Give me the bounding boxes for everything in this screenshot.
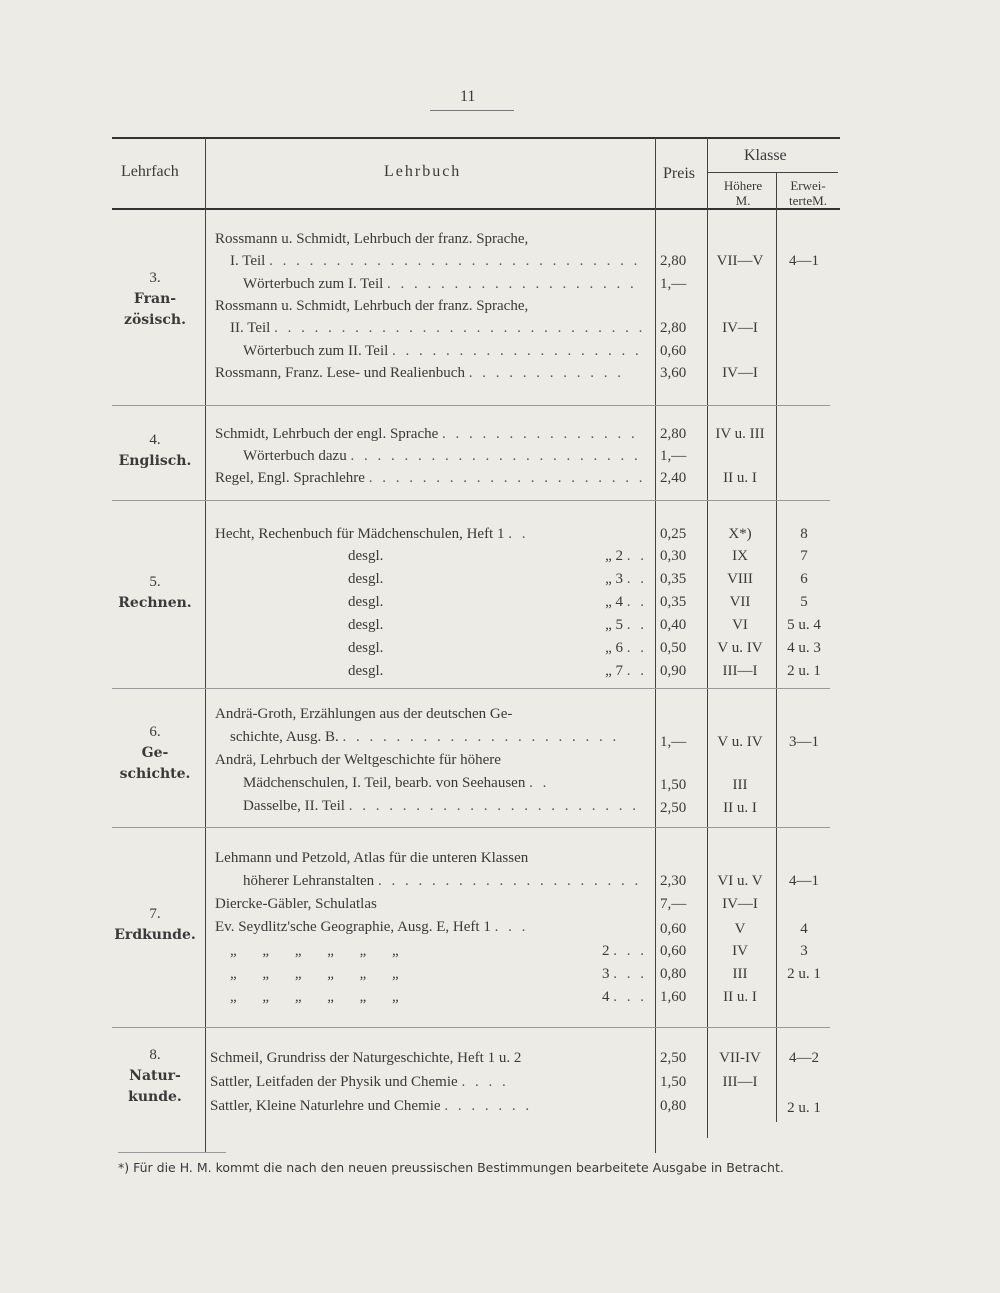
book-entry: Dasselbe, II. Teil . . . . . . . . . . . . . . . . . . . . . . [243,798,639,814]
book-entry: Rossmann u. Schmidt, Lehrbuch der franz. Sprache, [215,298,529,314]
book-entry: „ „ „ „ „ „ 4 . . . [230,989,647,1005]
klasse-hm-cell: II u. I [723,470,757,486]
klasse-hm-cell: X*) [728,526,752,542]
klasse-em-cell: 2 u. 1 [787,966,821,982]
klasse-em-cell: 4—1 [789,253,819,269]
header-bottom-rule [112,208,840,210]
page-number: 11 [460,88,476,105]
klasse-em-cell: 4—2 [789,1050,819,1066]
price-cell: 0,80 [660,1098,687,1114]
price-cell: 2,50 [660,800,687,816]
book-entry: desgl. „ 3 . . [348,571,647,587]
klasse-hm-cell: VI [732,617,748,633]
price-cell: 2,80 [660,253,687,269]
klasse-em-cell: 3 [800,943,808,959]
book-entry: Schmeil, Grundriss der Naturgeschichte, Heft 1 u. 2 [210,1050,522,1066]
klasse-em-cell: 2 u. 1 [787,663,821,679]
book-entry: Regel, Engl. Sprachlehre . . . . . . . . . . . . . . . . . . . . . [215,470,646,486]
klasse-em-cell: 6 [800,571,808,587]
price-cell: 0,35 [660,571,687,587]
klasse-hm-cell: IV [732,943,748,959]
section-divider [112,405,830,406]
price-cell: 1,60 [660,989,687,1005]
subject-erdkunde: 7. Erdkunde. [114,906,196,943]
book-entry: Mädchenschulen, I. Teil, bearb. von Seehausen . . [243,775,550,791]
book-entry: Wörterbuch zum II. Teil . . . . . . . . . . . . . . . . . . . [243,343,642,359]
klasse-hm-cell: IV—I [722,896,758,912]
book-entry: Wörterbuch zum I. Teil . . . . . . . . . . . . . . . . . . . [243,276,637,292]
book-entry: Andrä-Groth, Erzählungen aus der deutschen Ge- [215,706,513,722]
klasse-hm-cell: V [734,921,746,937]
book-entry: Hecht, Rechenbuch für Mädchenschulen, Heft 1 . . [215,526,529,542]
header-lehrbuch: Lehrbuch [384,163,462,180]
book-entry: I. Teil . . . . . . . . . . . . . . . . . . . . . . . . . . . . [230,253,641,269]
price-cell: 2,50 [660,1050,687,1066]
book-entry: schichte, Ausg. B. . . . . . . . . . . . . . . . . . . . . . [230,729,620,745]
footnote: *) Für die H. M. kommt die nach den neuen preussischen Bestimmungen bearbeitete Ausgabe in Betracht. [118,1160,784,1175]
klasse-em-cell: 4—1 [789,873,819,889]
header-lehrfach: Lehrfach [121,163,179,180]
klasse-hm-cell: VII—V [716,253,764,269]
klasse-em-cell: 3—1 [789,734,819,750]
price-cell: 2,30 [660,873,687,889]
book-entry: Wörterbuch dazu . . . . . . . . . . . . . . . . . . . . . . [243,448,641,464]
klasse-sub-rule [708,172,838,173]
header-preis: Preis [663,165,695,182]
klasse-hm-cell: VII [729,594,751,610]
price-cell: 1,50 [660,777,687,793]
price-cell: 3,60 [660,365,687,381]
price-cell: 1,— [660,734,687,750]
price-cell: 0,60 [660,921,687,937]
book-entry: Sattler, Kleine Naturlehre und Chemie . . . . . . . [210,1098,533,1114]
price-cell: 0,50 [660,640,687,656]
header-erweiterte-m: Erwei- terteM. [789,178,827,208]
klasse-hm-cell: II u. I [723,800,757,816]
klasse-hm-cell: VII-IV [719,1050,761,1066]
klasse-em-cell: 8 [800,526,808,542]
subject-naturkunde: 8. Natur- kunde. [128,1047,182,1105]
book-entry: „ „ „ „ „ „ 3 . . . [230,966,647,982]
section-divider [112,500,830,501]
klasse-hm-cell: V u. IV [717,640,763,656]
klasse-hm-cell: VIII [727,571,753,587]
section-divider [112,688,830,689]
subject-geschichte: 6. Ge- schichte. [119,724,191,782]
price-cell: 0,40 [660,617,687,633]
price-cell: 2,40 [660,470,687,486]
book-entry: Andrä, Lehrbuch der Weltgeschichte für höhere [215,752,501,768]
book-entry: desgl. „ 7 . . [348,663,647,679]
klasse-em-cell: 7 [800,548,808,564]
klasse-em-cell: 2 u. 1 [787,1100,821,1116]
subject-englisch: 4. Englisch. [118,432,192,469]
price-cell: 0,60 [660,943,687,959]
subject-franzoesisch: 3. Fran- zösisch. [124,270,186,328]
header-klasse: Klasse [744,147,787,164]
price-cell: 0,80 [660,966,687,982]
footnote-rule [118,1152,226,1153]
klasse-hm-cell: II u. I [723,989,757,1005]
klasse-em-cell: 4 u. 3 [787,640,821,656]
book-entry: Rossmann, Franz. Lese- und Realienbuch . . . . . . . . . . . . [215,365,624,381]
klasse-hm-cell: III—I [722,1074,758,1090]
klasse-hm-cell: V u. IV [717,734,763,750]
book-entry: „ „ „ „ „ „ 2 . . . [230,943,647,959]
book-entry: Lehmann und Petzold, Atlas für die unteren Klassen [215,850,529,866]
price-cell: 1,50 [660,1074,687,1090]
klasse-hm-cell: IV—I [722,320,758,336]
klasse-hm-cell: III [732,966,748,982]
section-divider [112,827,830,828]
book-entry: desgl. „ 5 . . [348,617,647,633]
klasse-hm-cell: III—I [722,663,758,679]
klasse-hm-cell: IV u. III [715,426,765,442]
book-entry: Schmidt, Lehrbuch der engl. Sprache . . . . . . . . . . . . . . . [215,426,638,442]
book-entry: höherer Lehranstalten . . . . . . . . . . . . . . . . . . . . [243,873,642,889]
klasse-em-cell: 5 u. 4 [787,617,821,633]
col-divider-2 [655,138,656,1153]
section-divider [112,1027,830,1028]
book-entry: Rossmann u. Schmidt, Lehrbuch der franz. Sprache, [215,231,529,247]
price-cell: 7,— [660,896,687,912]
price-cell: 0,30 [660,548,687,564]
page-number-rule [430,110,514,111]
klasse-em-cell: 5 [800,594,808,610]
price-cell: 0,35 [660,594,687,610]
price-cell: 0,60 [660,343,687,359]
subject-rechnen: 5. Rechnen. [118,574,192,611]
book-entry: desgl. „ 6 . . [348,640,647,656]
price-cell: 1,— [660,448,687,464]
price-cell: 1,— [660,276,687,292]
klasse-hm-cell: VI u. V [717,873,763,889]
col-divider-4 [776,172,777,1122]
header-hoehere-m: Höhere M. [723,178,763,208]
price-cell: 0,25 [660,526,687,542]
book-entry: Ev. Seydlitz'sche Geographie, Ausg. E, Heft 1 . . . [215,919,529,935]
book-entry: desgl. „ 2 . . [348,548,647,564]
price-cell: 2,80 [660,426,687,442]
book-entry: desgl. „ 4 . . [348,594,647,610]
price-cell: 0,90 [660,663,687,679]
price-cell: 2,80 [660,320,687,336]
book-entry: Sattler, Leitfaden der Physik und Chemie . . . . [210,1074,509,1090]
table-top-rule [112,137,840,139]
klasse-hm-cell: IX [732,548,748,564]
book-entry: II. Teil . . . . . . . . . . . . . . . . . . . . . . . . . . . . [230,320,646,336]
book-entry: Diercke-Gäbler, Schulatlas [215,896,377,912]
klasse-hm-cell: III [732,777,748,793]
klasse-em-cell: 4 [800,921,808,937]
klasse-hm-cell: IV—I [722,365,758,381]
